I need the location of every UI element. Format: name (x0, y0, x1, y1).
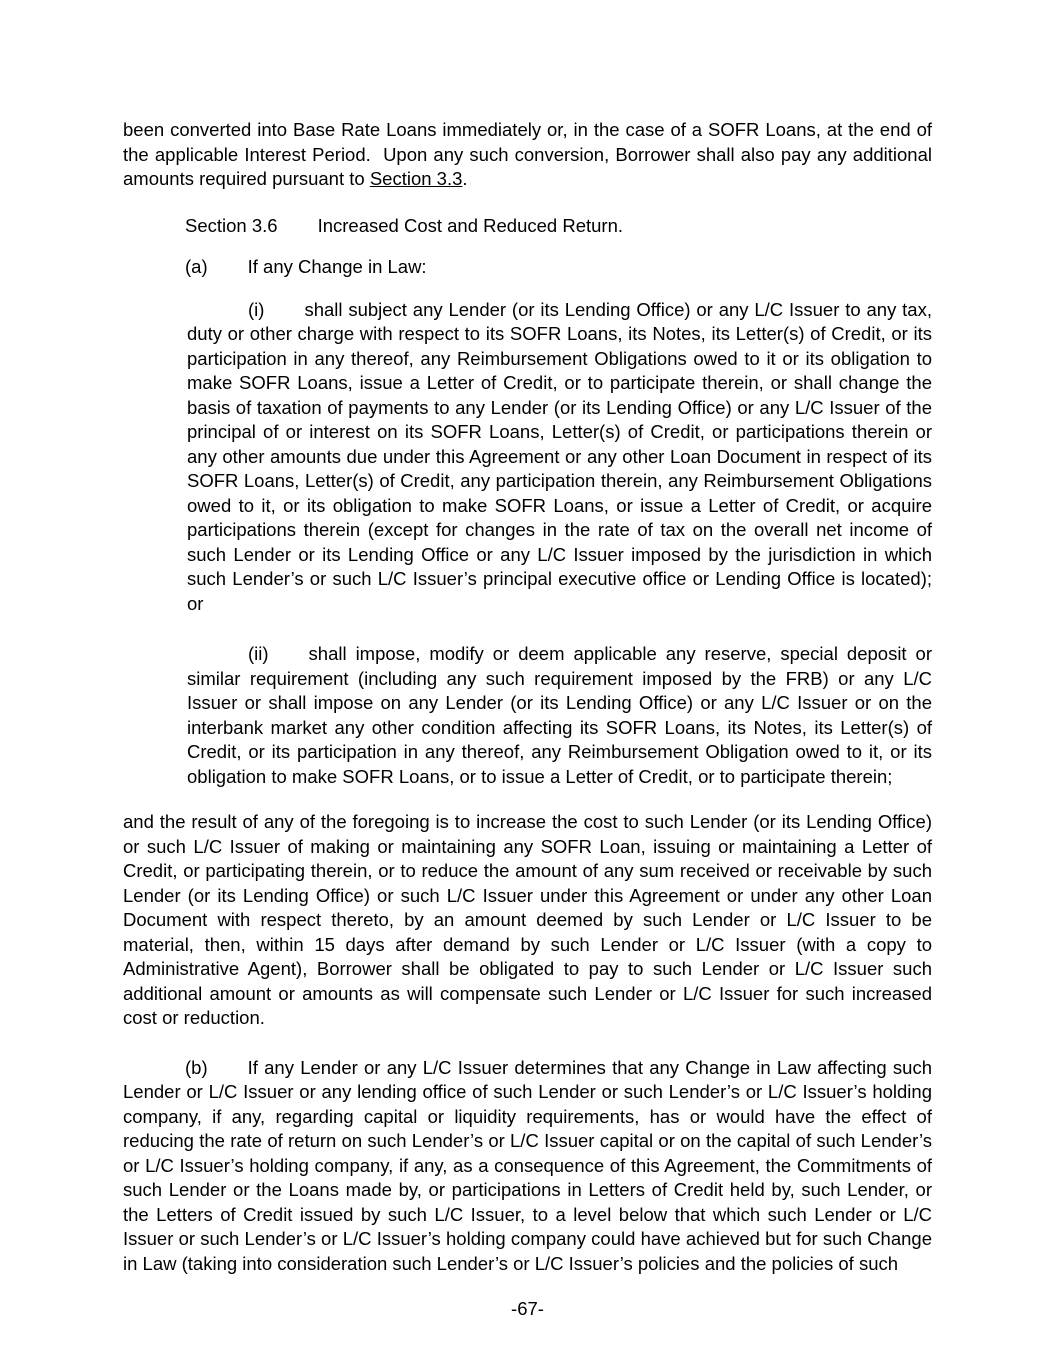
document-body (123, 118, 932, 1276)
clause-a-ii-text: shall impose, modify or deem applicable any reserve, special deposit or similar requirement (including any such requirement imposed by the FRB) or any L/C Issuer or shall impose on any Lender (or its Lending Office) or any L/C Issuer or on the interbank market any other condition affecting its SOFR Loans, its Notes, its Letter(s) of Credit, or its participation in any thereof, any Reimbursement Obligation owed to it, or its obligation to make SOFR Loans, or to issue a Letter of Credit, or to participate therein; (187, 643, 932, 787)
section-3-6-heading (123, 214, 932, 239)
continuation-text-after: . (462, 168, 468, 189)
clause-a-text: If any Change in Law: (247, 256, 427, 277)
clause-b (123, 1056, 932, 1277)
continuation-paragraph (123, 118, 932, 192)
clause-a (123, 255, 932, 280)
clause-a-i-label: (i) (248, 298, 265, 320)
clause-a-ii-label: (ii) (248, 643, 269, 664)
clause-a-ii (187, 642, 932, 789)
page-footer (0, 1297, 1055, 1322)
section-heading-number: Section 3.6 (185, 214, 278, 236)
section-heading-title: Increased Cost and Reduced Return. (317, 214, 624, 236)
clause-a-i-text: shall subject any Lender (or its Lending Office) or any L/C Issuer to any tax, duty or other charge with respect to its SOFR Loans, its Notes, its Letter(s) of Credit, or its participation in any thereof, any Reimbursement Obligations owed to it or its obligation to make SOFR Loans, issue a Letter of Credit, or to participate therein, or shall change the basis of taxation of payments to any Lender (or its Lending Office) or any L/C Issuer of the principal of or interest on its SOFR Loans, Letter(s) of Credit, or participations therein or any other amounts due under this Agreement or any other Loan Document in respect of its SOFR Loans, Letter(s) of Credit, any participation therein, any Reimbursement Obligations owed to it, or its obligation to make SOFR Loans, or issue a Letter of Credit, or acquire participations therein (except for changes in the rate of tax on the overall net income of such Lender or its Lending Office or any L/C Issuer imposed by the jurisdiction in which such Lender’s or such L/C Issuer’s principal executive office or Lending Office is located); or (187, 298, 932, 614)
continuation-text-before: been converted into Base Rate Loans immediately or, in the case of a SOFR Loans, at the end of the applicable Interest Period. Upon any such conversion, Borrower shall also pay any additional amounts required pursuant to (123, 119, 932, 189)
clause-a-label: (a) (185, 256, 208, 277)
page-number: -67- (511, 1298, 544, 1319)
clause-a-i (187, 298, 932, 617)
clause-b-label: (b) (185, 1056, 208, 1078)
result-paragraph-text: and the result of any of the foregoing is to increase the cost to such Lender (or its Lending Office) or such L/C Issuer of making or maintaining any SOFR Loan, issuing or maintaining a Letter of Credit, or participating therein, or to reduce the amount of any sum received or receivable by such Lender (or its Lending Office) or such L/C Issuer under this Agreement or under any other Loan Document with respect thereto, by an amount deemed by such Lender or L/C Issuer to be material, then, within 15 days after demand by such Lender or L/C Issuer (with a copy to Administrative Agent), Borrower shall be obligated to pay to such Lender or L/C Issuer such additional amount or amounts as will compensate such Lender or L/C Issuer for such increased cost or reduction. (123, 811, 932, 1028)
result-paragraph (123, 810, 932, 1031)
clause-b-text: If any Lender or any L/C Issuer determines that any Change in Law affecting such Lender or L/C Issuer or any lending office of such Lender or such Lender’s or L/C Issuer’s holding company, if any, regarding capital or liquidity requirements, has or would have the effect of reducing the rate of return on such Lender’s or L/C Issuer capital or on the capital of such Lender’s or L/C Issuer’s holding company, if any, as a consequence of this Agreement, the Commitments of such Lender or the Loans made by, or participations in Letters of Credit held by, such Lender, or the Letters of Credit issued by such L/C Issuer, to a level below that which such Lender or L/C Issuer or such Lender’s or L/C Issuer’s holding company could have achieved but for such Change in Law (taking into consideration such Lender’s or L/C Issuer’s policies and the policies of such (123, 1056, 932, 1274)
section-3-3-link[interactable]: Section 3.3 (369, 168, 463, 189)
